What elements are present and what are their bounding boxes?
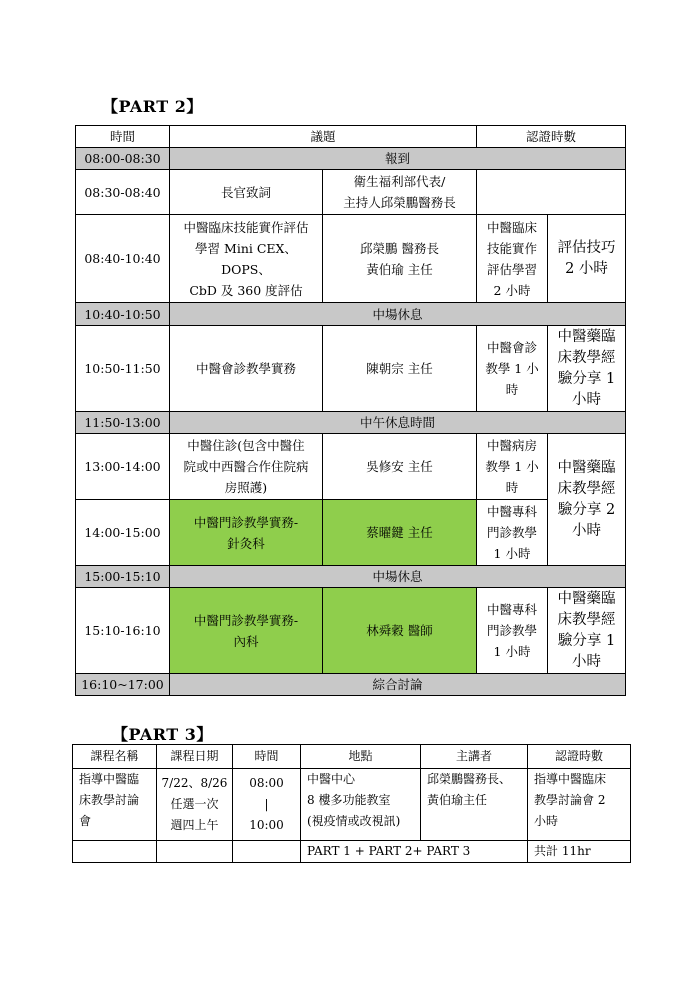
speaker-line: 黃伯瑜 主任 [366, 261, 433, 277]
time-cell: 15:00-15:10 [76, 566, 170, 588]
hours-line: 時 [505, 480, 519, 495]
time-cell: 08:40-10:40 [76, 215, 170, 303]
time-line: | [264, 797, 269, 811]
speaker-cell: 林舜穀 醫師 [323, 588, 477, 674]
table-row [76, 412, 626, 434]
hours-cell [477, 326, 548, 412]
part3-course-table [72, 744, 631, 863]
header-hours: 認證時數 [528, 745, 631, 769]
session-title: 綜合討論 [170, 674, 626, 696]
topic-line: 學習 Mini CEX、DOPS、 [195, 240, 297, 277]
hours-line: 中醫藥臨 [557, 590, 616, 607]
hours-cell [528, 769, 631, 841]
header-topic: 議題 [170, 126, 477, 148]
hours-line: 中醫藥臨 [557, 459, 616, 476]
total-parts: PART 1 + PART 2+ PART 3 [301, 841, 528, 863]
topic-cell: 長官致詞 [170, 170, 323, 215]
topic-line: CbD 及 360 度評估 [189, 282, 303, 298]
speaker-cell [323, 215, 477, 303]
time-cell: 08:30-08:40 [76, 170, 170, 215]
hours-line: 床教學經 [557, 349, 616, 366]
topic-line: 中醫住診(包含中醫住 [187, 438, 305, 453]
time-line: 08:00 [249, 776, 284, 790]
hours-line: 1 小時 [493, 546, 531, 561]
table-header-row [76, 126, 626, 148]
header-date: 課程日期 [157, 745, 233, 769]
table-row [73, 769, 631, 841]
speaker-cell [323, 170, 477, 215]
speaker-line: 邱榮鵬醫務長、 [427, 772, 512, 786]
empty-cell [157, 841, 233, 863]
hours-line: 床教學經 [557, 611, 616, 628]
hours-line: 中醫病房 [487, 438, 538, 453]
table-row [76, 303, 626, 326]
hours-line: 門診教學 [487, 525, 538, 540]
hours-line: 技能實作 [487, 240, 538, 256]
topic-cell [170, 500, 323, 566]
table-header-row [73, 745, 631, 769]
table-row [76, 500, 626, 566]
header-speaker: 主講者 [421, 745, 528, 769]
hours-cell-2 [548, 434, 626, 566]
place-line: (視疫情或改視訊) [307, 814, 401, 828]
time-cell [233, 769, 301, 841]
hours-cell [477, 170, 626, 215]
speaker-cell: 吳修安 主任 [323, 434, 477, 500]
hours-line: 小時 [534, 814, 559, 828]
time-cell: 13:00-14:00 [76, 434, 170, 500]
hours-cell [477, 588, 548, 674]
hours-line: 驗分享 1 [557, 632, 616, 649]
part3-heading: 【PART 3】 [112, 725, 213, 744]
hours-line: 門診教學 [487, 623, 538, 638]
date-line: 7/22、8/26 [161, 776, 228, 790]
hours-line: 小時 [572, 522, 602, 539]
hours-line: 教學 1 小 [485, 361, 539, 376]
topic-line: 院或中西醫合作住院病 [183, 459, 309, 474]
place-line: 8 樓多功能教室 [307, 793, 391, 807]
table-row [76, 215, 626, 303]
topic-cell [170, 215, 323, 303]
part2-schedule-table [75, 125, 626, 696]
total-row [73, 841, 631, 863]
time-cell: 14:00-15:00 [76, 500, 170, 566]
time-cell: 08:00-08:30 [76, 148, 170, 170]
hours-line: 中醫藥臨 [557, 328, 616, 345]
table-row [76, 326, 626, 412]
time-cell: 10:50-11:50 [76, 326, 170, 412]
header-course: 課程名稱 [73, 745, 157, 769]
time-cell: 11:50-13:00 [76, 412, 170, 434]
hours-line: 小時 [572, 653, 602, 670]
header-time: 時間 [233, 745, 301, 769]
speaker-line: 黃伯瑜主任 [427, 793, 488, 807]
hours-line: 中醫專科 [487, 504, 538, 519]
session-title: 報到 [170, 148, 626, 170]
topic-cell: 中醫會診教學實務 [170, 326, 323, 412]
hours-line: 小時 [572, 391, 602, 408]
date-cell [157, 769, 233, 841]
table-row [76, 148, 626, 170]
speaker-line: 衛生福利部代表/ [353, 174, 446, 189]
place-cell [301, 769, 421, 841]
place-line: 中醫中心 [307, 772, 356, 786]
session-title: 中場休息 [170, 566, 626, 588]
hours-cell [477, 434, 548, 500]
speaker-line: 邱榮鵬 醫務長 [360, 240, 439, 256]
speaker-line: 主持人邱榮鵬醫務長 [343, 195, 456, 210]
topic-line: 中醫門診教學實務- [193, 612, 299, 628]
time-cell: 15:10-16:10 [76, 588, 170, 674]
table-row [76, 588, 626, 674]
hours-line: 教學討論會 2 [534, 793, 606, 807]
session-title: 中場休息 [170, 303, 626, 326]
topic-line: 中醫臨床技能實作評估 [183, 219, 309, 235]
hours-line: 中醫專科 [487, 602, 538, 617]
hours-line: 教學 1 小 [485, 459, 539, 474]
part2-heading: 【PART 2】 [102, 97, 203, 116]
hours-cell [477, 215, 548, 303]
total-hours: 共計 11hr [528, 841, 631, 863]
topic-line: 內科 [233, 633, 259, 649]
hours-line: 2 小時 [565, 260, 608, 277]
course-line: 會 [79, 814, 92, 828]
speaker-cell: 陳朝宗 主任 [323, 326, 477, 412]
topic-cell [170, 588, 323, 674]
empty-cell [73, 841, 157, 863]
hours-line: 時 [505, 382, 519, 397]
hours-line: 中醫臨床 [487, 219, 538, 235]
empty-cell [233, 841, 301, 863]
hours-line: 1 小時 [493, 644, 531, 659]
hours-line: 指導中醫臨床 [534, 772, 607, 786]
topic-line: 中醫門診教學實務- [193, 514, 299, 530]
session-title: 中午休息時間 [170, 412, 626, 434]
hours-cell-2 [548, 326, 626, 412]
table-row [76, 170, 626, 215]
hours-line: 床教學經 [557, 480, 616, 497]
hours-line: 評估學習 [487, 261, 538, 277]
speaker-cell: 蔡曜鍵 主任 [323, 500, 477, 566]
header-place: 地點 [301, 745, 421, 769]
hours-line: 2 小時 [493, 282, 531, 298]
header-time: 時間 [76, 126, 170, 148]
table-row [76, 566, 626, 588]
date-line: 週四上午 [170, 818, 219, 832]
hours-cell [477, 500, 548, 566]
topic-line: 針灸科 [227, 535, 265, 551]
table-row [76, 674, 626, 696]
time-line: 10:00 [249, 818, 284, 832]
speaker-cell [421, 769, 528, 841]
hours-cell-2 [548, 588, 626, 674]
course-line: 指導中醫臨 [79, 772, 140, 786]
date-line: 任選一次 [170, 797, 219, 811]
course-line: 床教學討論 [79, 793, 140, 807]
header-hours: 認證時數 [477, 126, 626, 148]
topic-cell [170, 434, 323, 500]
hours-cell-2 [548, 215, 626, 303]
time-cell: 16:10~17:00 [76, 674, 170, 696]
topic-line: 房照護) [224, 480, 268, 495]
hours-line: 評估技巧 [557, 239, 616, 256]
hours-line: 驗分享 1 [557, 370, 616, 387]
table-row [76, 434, 626, 500]
course-cell [73, 769, 157, 841]
hours-line: 驗分享 2 [557, 501, 616, 518]
hours-line: 中醫會診 [487, 340, 538, 355]
time-cell: 10:40-10:50 [76, 303, 170, 326]
